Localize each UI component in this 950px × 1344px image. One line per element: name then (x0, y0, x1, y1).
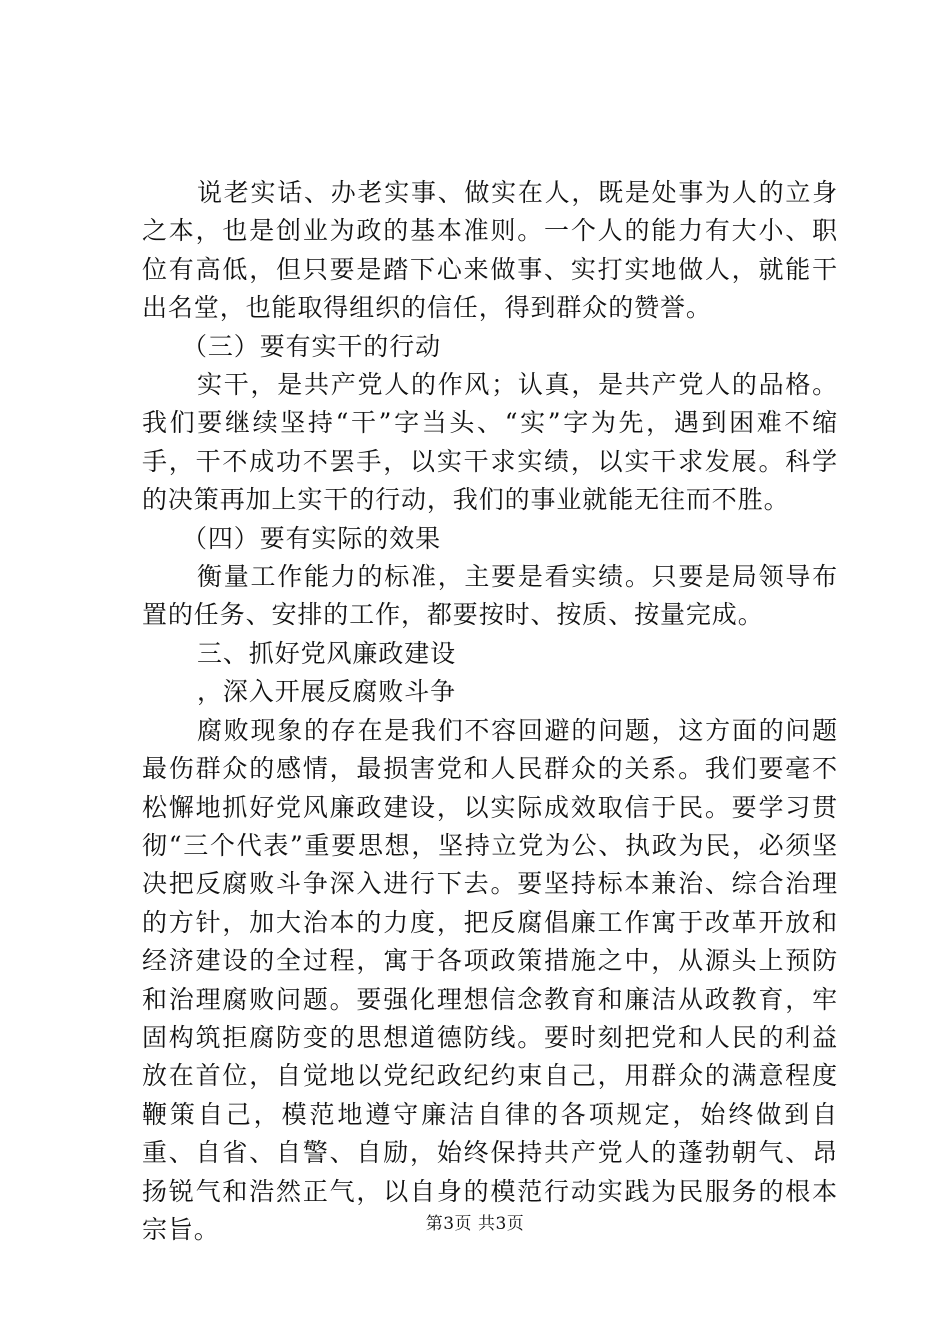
page-footer: 第3页 共3页 (425, 1214, 525, 1234)
heading-practical-effect: （四）要有实际的效果 (182, 523, 442, 553)
heading-practical-action: （三）要有实干的行动 (182, 331, 442, 361)
heading-party-conduct: 三、抓好党风廉政建设 (197, 638, 457, 668)
paragraph-practical-action: 实干，是共产党人的作风；认真，是共产党人的品格。我们要继续坚持“干”字当头、“实”字为先，遇到困难不缩手，干不成功不罢手，以实干求实绩，以实干求发展。科学的决策再加上实干的行动，我们的事业就能无往而不胜。 (142, 370, 838, 515)
document-body (142, 174, 838, 1249)
heading-anti-corruption: ，深入开展反腐败斗争 (197, 677, 457, 707)
paragraph-anti-corruption: 腐败现象的存在是我们不容回避的问题，这方面的问题最伤群众的感情，最损害党和人民群众的关系。我们要毫不松懈地抓好党风廉政建设，以实际成效取信于民。要学习贯彻“三个代表”重要思想，坚持立党为公、执政为民，必须坚决把反腐败斗争深入进行下去。要坚持标本兼治、综合治理的方针，加大治本的力度，把反腐倡廉工作寓于改革开放和经济建设的全过程，寓于各项政策措施之中，从源头上预防和治理腐败问题。要强化理想信念教育和廉洁从政教育，牢固构筑拒腐防变的思想道德防线。要时刻把党和人民的利益放在首位，自觉地以党纪政纪约束自己，用群众的满意程度鞭策自己，模范地遵守廉洁自律的各项规定，始终做到自重、自省、自警、自励，始终保持共产党人的蓬勃朝气、昂扬锐气和浩然正气，以自身的模范行动实践为民服务的根本宗旨。 (142, 715, 838, 1244)
paragraph-practical-effect: 衡量工作能力的标准，主要是看实绩。只要是局领导布置的任务、安排的工作，都要按时、按质、按量完成。 (142, 562, 838, 630)
paragraph-honesty: 说老实话、办老实事、做实在人，既是处事为人的立身之本，也是创业为政的基本准则。一个人的能力有大小、职位有高低，但只要是踏下心来做事、实打实地做人，就能干出名堂，也能取得组织的信任，得到群众的赞誉。 (142, 178, 838, 323)
